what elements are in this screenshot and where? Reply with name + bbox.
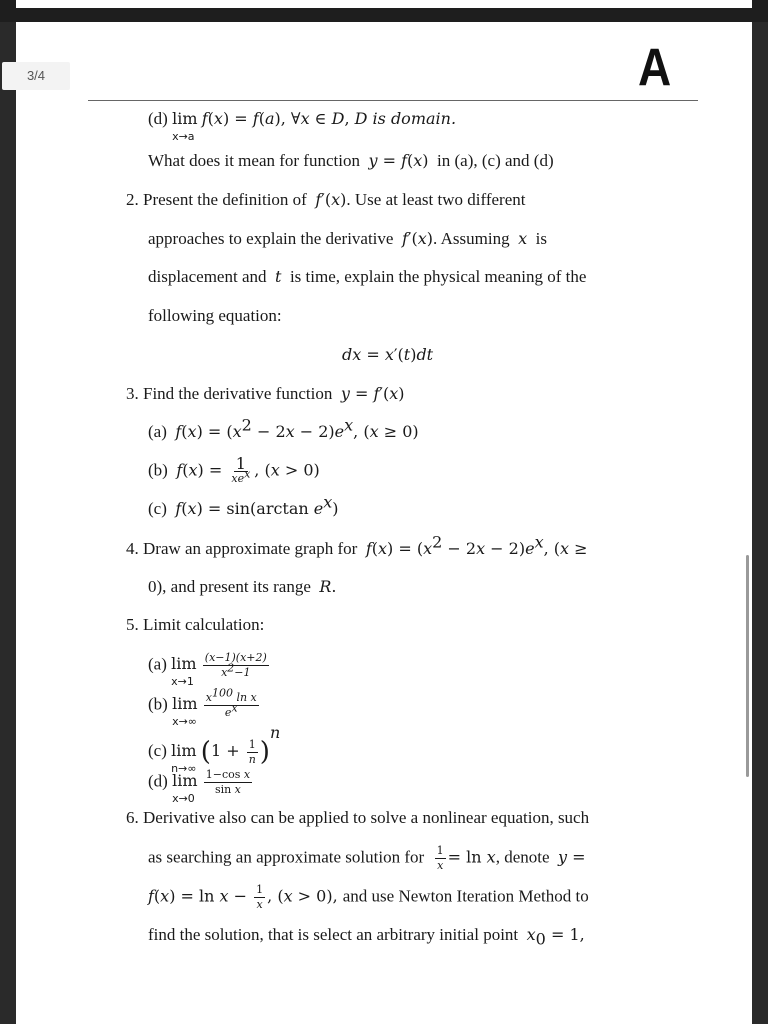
q2-line2: approaches to explain the derivative f′(x). Assuming x is <box>148 229 547 248</box>
fraction: $\frac{1}{xe^x}$ <box>231 454 251 485</box>
q1-d-domain: D is domain. <box>354 109 457 128</box>
q5-b-label: (b) <box>148 694 168 714</box>
limit-operator: lim x→1 <box>171 654 197 689</box>
q3-b-label: (b) <box>148 460 168 480</box>
q4-line2: 0), and present its range R. <box>148 577 337 596</box>
q1-d-label: (d) <box>148 109 168 128</box>
q6-line1-text: 6. Derivative also can be applied to solve a nonlinear equation, such <box>126 808 590 827</box>
q2-equation: dx = x′(t)dt <box>342 345 434 364</box>
q2-line1: 2. Present the definition of f′(x). Use at least two different <box>126 190 526 209</box>
q3-part-b: (b) f(x) = $\frac{1}{xe^x}$ , (x > 0) <box>148 454 320 485</box>
q3-part-a: (a) $f(x) = (x^2 - 2x - 2)e^x$, (x ≥ 0) <box>148 415 419 441</box>
q5-part-c: (c) lim n→∞ (1 + $\frac{1}{n}$ )$^n$ <box>148 723 281 775</box>
q3-c-label: (c) <box>148 499 167 518</box>
section-letter: A <box>638 37 672 97</box>
fraction: $\frac{1}{x}$ <box>256 883 264 911</box>
q2-line3-end: is time, explain the physical meaning of the <box>289 267 587 286</box>
q6-line3-end: and use Newton Iteration Method to <box>342 886 589 906</box>
q5-part-a <box>148 651 271 689</box>
q3-title-text: 3. Find the derivative function <box>126 384 333 403</box>
q6-line1 <box>126 807 589 829</box>
q6-line4: find the solution, that is select an arbitrary initial point $x_0 = 1$, <box>148 925 585 949</box>
q4-line2-text: 0), and present its range <box>148 577 311 596</box>
fraction: $\frac{(x-1)(x+2)}{x^2-1}$ <box>204 651 267 679</box>
limit-operator: lim n→∞ <box>171 741 197 775</box>
limit-operator: lim x→0 <box>172 771 198 806</box>
q2-line1-end: . Use at least two different <box>346 190 526 209</box>
q5-part-d <box>148 768 254 806</box>
q5-c-label: (c) <box>148 741 167 760</box>
q2-line3: displacement and t is time, explain the physical meaning of the <box>148 267 587 286</box>
q5-part-b <box>148 686 261 729</box>
fraction: $\frac{1}{x}$ <box>436 844 444 872</box>
q1-question-text: What does it mean for function <box>148 151 360 170</box>
q1-question: What does it mean for function y = f(x) in (a), (c) and (d) <box>148 151 554 170</box>
q5-d-label: (d) <box>148 771 168 791</box>
header-rule <box>88 100 698 101</box>
q2-line4-text: following equation: <box>148 306 282 325</box>
fraction: $\frac{\text{1−cos x}}{\text{sin x}}$ <box>205 768 251 796</box>
q5-title-text: 5. Limit calculation: <box>126 615 265 634</box>
scrollbar[interactable] <box>746 555 749 777</box>
fraction: $\frac{1}{n}$ <box>248 737 256 766</box>
q3-part-c: (c) f(x) = sin(arctan $e^x$) <box>148 492 339 518</box>
q2-line2-text: approaches to explain the derivative <box>148 229 394 248</box>
q2-line1-text: 2. Present the definition of <box>126 190 307 209</box>
q3-a-label: (a) <box>148 422 167 441</box>
q6-line2-start: as searching an approximate solution for <box>148 847 425 867</box>
q2-line3-start: displacement and <box>148 267 267 286</box>
q2-line4 <box>148 305 282 327</box>
q6-line2: as searching an approximate solution for $\frac{1}{x}$ = ln x, denote y = <box>148 844 586 872</box>
q1-part-d: (d) lim x→a f(x) = f(a), ∀x ∈ D, D is domain. <box>148 109 457 143</box>
q4-line1: 4. Draw an approximate graph for $f(x) = (x^2 - 2x - 2)e^x$, (x ≥ <box>126 532 588 558</box>
limit-operator: lim x→a <box>172 109 198 143</box>
document-page <box>16 22 752 1024</box>
fraction: $\frac{x^{100} \ln x}{e^x}$ <box>205 686 257 719</box>
q2-line2-mid: . Assuming <box>433 229 510 248</box>
q4-line1-text: 4. Draw an approximate graph for <box>126 539 358 558</box>
page-counter: 3/4 <box>2 62 70 90</box>
limit-operator: lim x→∞ <box>172 694 198 729</box>
q5-a-label: (a) <box>148 654 167 674</box>
q1-in-parts: in (a), (c) and (d) <box>437 151 554 170</box>
q6-line4-start: find the solution, that is select an arbitrary initial point <box>148 925 519 944</box>
q6-line3: f(x) = ln x − $\frac{1}{x}$ , (x > 0), and use Newton Iteration Method to <box>148 883 589 911</box>
q5-title <box>126 614 264 636</box>
top-page-edge <box>16 0 752 8</box>
q2-line2-end: is <box>535 229 547 248</box>
q6-line2-mid: , denote <box>495 847 550 867</box>
q3-title: 3. Find the derivative function y = f′(x) <box>126 384 405 403</box>
